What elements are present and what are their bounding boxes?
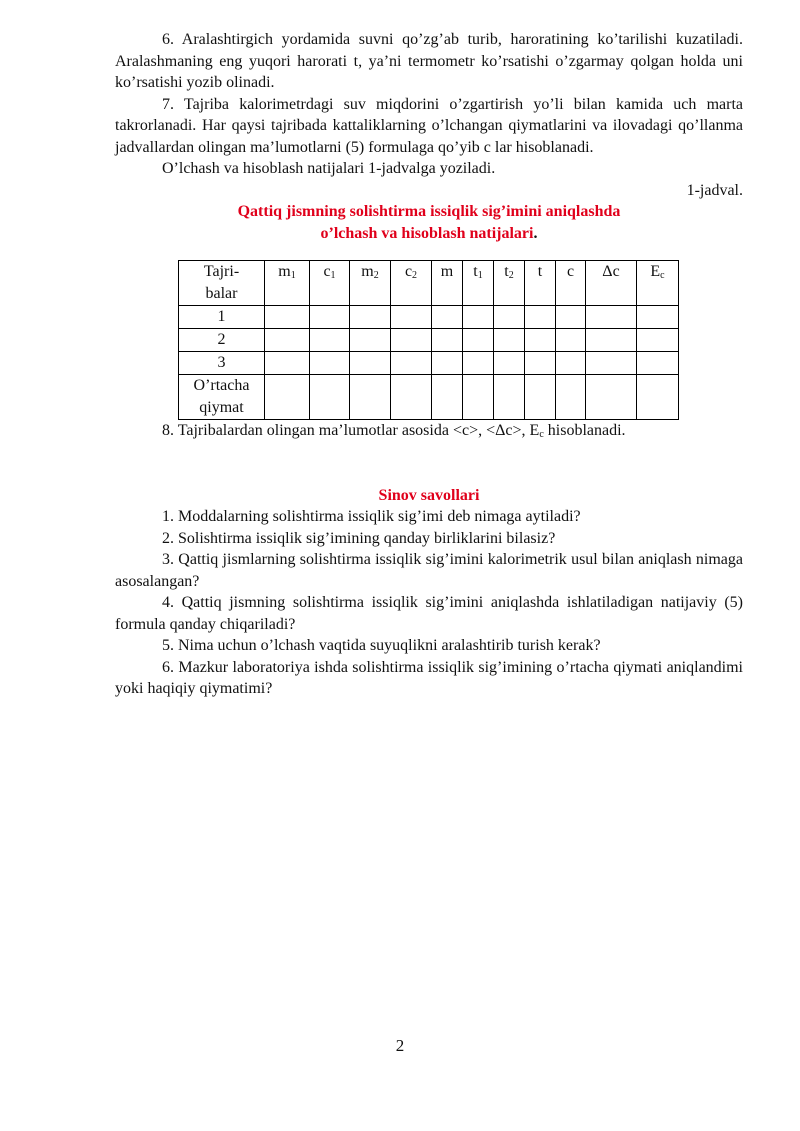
header-cell-ec — [637, 261, 679, 306]
table-cell — [586, 352, 637, 375]
header-ec-base: E — [650, 263, 661, 280]
table-title-dot: . — [533, 224, 538, 242]
average-label-line-2: qiymat — [199, 399, 244, 416]
table-cell — [265, 306, 310, 329]
header-t1-base: t — [473, 263, 478, 280]
table-cell — [556, 329, 586, 352]
question-6: 6. Mazkur laboratoriya ishda solishtirma issiqlik sig’imining o’rtacha qiymati aniqlandimi yoki haqiqiy qiymatimi? — [115, 658, 743, 697]
table-cell — [637, 329, 679, 352]
header-delta-c-base: Δc — [602, 263, 620, 280]
question-1: 1. Moddalarning solishtirma issiqlik sig’imi deb nimaga aytiladi? — [162, 508, 581, 525]
table-cell — [265, 352, 310, 375]
table-cell — [310, 306, 350, 329]
table-cell — [525, 375, 556, 420]
results-table — [178, 260, 679, 420]
table-cell — [494, 352, 525, 375]
header-c1-sub: 1 — [330, 270, 336, 281]
table-cell — [525, 352, 556, 375]
table-cell — [391, 352, 432, 375]
table-cell — [525, 329, 556, 352]
table-cell — [463, 329, 494, 352]
header-experiments-line-2: balar — [205, 285, 238, 302]
header-m2-sub: 2 — [373, 270, 379, 281]
table-row — [179, 306, 679, 329]
table-cell — [391, 375, 432, 420]
table-cell — [310, 352, 350, 375]
header-cell-t2 — [494, 261, 525, 306]
table-cell — [556, 375, 586, 420]
header-c-base: c — [566, 263, 575, 280]
table-row-average — [179, 375, 679, 420]
header-c2-base: c — [404, 263, 413, 280]
table-cell — [350, 329, 391, 352]
header-cell-t1 — [463, 261, 494, 306]
header-t2-base: t — [504, 263, 509, 280]
header-cell-experiments — [179, 261, 265, 306]
page-content — [115, 29, 743, 700]
table-cell — [350, 375, 391, 420]
header-cell-t — [525, 261, 556, 306]
table-cell — [350, 352, 391, 375]
table-cell — [586, 306, 637, 329]
table-cell — [586, 375, 637, 420]
table-title-line-1: Qattiq jismning solishtirma issiqlik sig’imini aniqlashda — [237, 203, 621, 220]
table-title-line-2-text: o’lchash va hisoblash natijalari — [320, 224, 534, 242]
header-ec-sub: c — [660, 270, 665, 281]
table-cell — [463, 306, 494, 329]
table-row — [179, 352, 679, 375]
table-cell — [310, 375, 350, 420]
header-cell-delta-c — [586, 261, 637, 306]
table-cell — [494, 306, 525, 329]
table-cell — [637, 352, 679, 375]
row-label-3: 3 — [179, 352, 265, 375]
header-cell-c1 — [310, 261, 350, 306]
table-cell — [637, 306, 679, 329]
header-cell-m2 — [350, 261, 391, 306]
table-cell — [556, 306, 586, 329]
table-cell — [494, 329, 525, 352]
table-cell — [494, 375, 525, 420]
paragraph-step-6: 6. Aralashtirgich yordamida suvni qo’zg’ab turib, haroratining ko’tarilishi kuzatiladi. Aralashmaning eng yuqori harorati t, ya’ni termometr ko’rsatishi o’zgarmay qolgan holda uni ko’rsatishi yozib olinadi. — [115, 31, 743, 91]
table-row — [179, 329, 679, 352]
average-label-line-1: O’rtacha — [193, 377, 250, 394]
paragraph-step-8 — [115, 420, 743, 442]
page-number: 2 — [395, 1036, 405, 1055]
question-2: 2. Solishtirma issiqlik sig’imining qanday birliklarini bilasiz? — [162, 529, 556, 547]
question-3: 3. Qattiq jismlarning solishtirma issiqlik sig’imini kalorimetrik usul bilan aniqlash nimaga asosalangan? — [115, 551, 743, 590]
table-cell — [463, 375, 494, 420]
header-t-base: t — [537, 263, 543, 280]
header-experiments-line-1: Tajri- — [203, 263, 240, 280]
step-8-text-end: hisoblanadi. — [543, 422, 626, 439]
paragraph-results-note: O’lchash va hisoblash natijalari 1-jadvalga yoziladi. — [162, 160, 496, 177]
header-cell-c — [556, 261, 586, 306]
table-cell — [432, 375, 463, 420]
header-cell-m1 — [265, 261, 310, 306]
table-cell — [586, 329, 637, 352]
table-cell — [391, 329, 432, 352]
table-label: 1-jadval. — [686, 181, 743, 199]
table-cell — [391, 306, 432, 329]
table-title-line-2 — [115, 223, 743, 245]
step-8-subscript: c — [539, 429, 544, 440]
row-label-2: 2 — [179, 329, 265, 352]
paragraph-step-7: 7. Tajriba kalorimetrdagi suv miqdorini o’zgartirish yo’li bilan kamida uch marta takrorlanadi. Har qaysi tajribada kattaliklarning o’lchangan qiymatlarini va ilovadagi qo’llanma jadvallardan olingan ma’lumotlarni (5) formulaga qo’yib c lar hisoblanadi. — [115, 95, 743, 156]
table-cell — [432, 329, 463, 352]
table-header-row — [179, 261, 679, 306]
row-label-1: 1 — [179, 306, 265, 329]
table-cell — [265, 329, 310, 352]
row-label-average — [179, 375, 265, 420]
spacer — [115, 442, 743, 485]
header-cell-c2 — [391, 261, 432, 306]
table-cell — [525, 306, 556, 329]
table-cell — [350, 306, 391, 329]
question-5: 5. Nima uchun o’lchash vaqtida suyuqlikni aralashtirib turish kerak? — [162, 637, 601, 654]
header-t2-sub: 2 — [508, 270, 514, 281]
header-c1-base: c — [323, 263, 331, 280]
question-4: 4. Qattiq jismning solishtirma issiqlik sig’imini aniqlashda ishlatiladigan natijaviy (5) formula qanday chiqariladi? — [115, 594, 743, 633]
header-m-base: m — [440, 263, 454, 280]
header-c2-sub: 2 — [412, 270, 418, 281]
table-cell — [637, 375, 679, 420]
table-cell — [556, 352, 586, 375]
questions-heading: Sinov savollari — [378, 486, 480, 504]
table-cell — [432, 352, 463, 375]
table-cell — [310, 329, 350, 352]
header-cell-m — [432, 261, 463, 306]
step-8-text: 8. Tajribalardan olingan ma’lumotlar asosida <c>, <Δc>, E — [162, 422, 540, 439]
header-m2-base: m — [361, 263, 374, 280]
header-t1-sub: 1 — [477, 270, 483, 281]
table-cell — [265, 375, 310, 420]
table-cell — [432, 306, 463, 329]
header-m1-sub: 1 — [290, 270, 296, 281]
header-m1-base: m — [278, 263, 291, 280]
table-cell — [463, 352, 494, 375]
